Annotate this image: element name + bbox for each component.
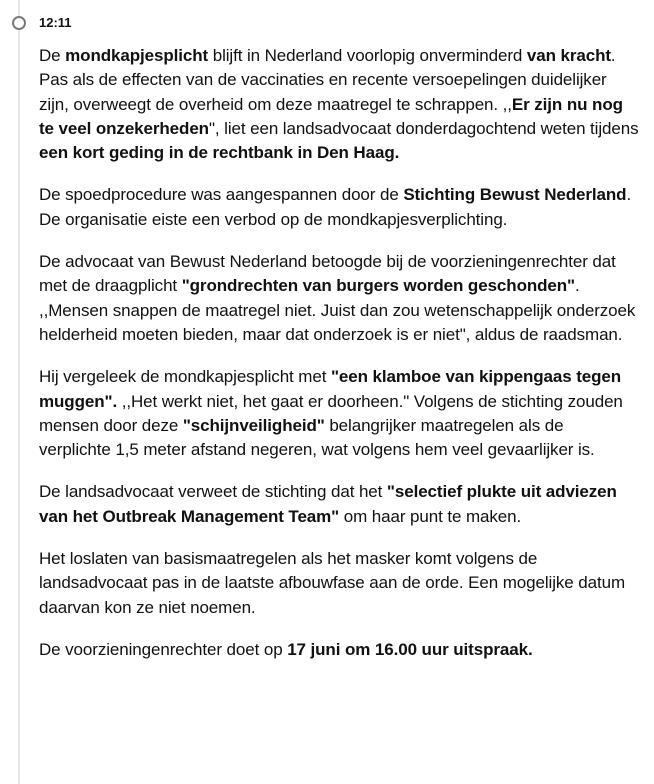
bold-segment: "een klamboe van kippengaas tegen muggen". <box>39 367 622 411</box>
text-segment: om haar punt te maken. <box>339 506 522 526</box>
timeline-line <box>18 0 20 784</box>
bold-segment: Stichting Bewust Nederland <box>403 185 627 205</box>
bold-segment: "selectief plukte uit adviezen van het Outbreak Management Team" <box>39 482 617 526</box>
bold-segment: van kracht <box>526 46 611 65</box>
live-blog-entry <box>39 44 639 680</box>
paragraph-7 <box>39 638 639 662</box>
text-segment: De advocaat van Bewust Nederland betoogde bij de voorzieningenrechter dat met de draagplicht <box>39 252 616 296</box>
bold-segment: Er zijn nu nog te veel onzekerheden <box>39 94 623 138</box>
text-segment: ", liet een landsadvocaat donderdagochtend weten tijdens <box>208 118 639 138</box>
entry-timestamp: 12:11 <box>39 15 72 30</box>
text-segment: Hij vergeleek de mondkapjesplicht met <box>39 367 331 387</box>
text-segment: . Pas als de effecten van de vaccinaties en recente versoepelingen duidelijker zijn, overweegt de overheid om deze maatregel te schrappen. ,, <box>39 46 616 114</box>
text-segment: De landsadvocaat verweet de stichting dat het <box>39 482 387 502</box>
paragraph-2 <box>39 183 639 232</box>
text-segment: Het loslaten van basismaatregelen als het masker komt volgens de landsadvocaat pas in de laatste afbouwfase aan de orde. Een mogelijke datum daarvan kon ze niet noemen. <box>39 549 626 617</box>
text-segment: ,,Het werkt niet, het gaat er doorheen." Volgens de stichting zouden mensen door deze <box>39 391 623 435</box>
bold-segment: "schijnveiligheid" <box>182 415 325 435</box>
paragraph-6 <box>39 547 639 620</box>
bold-segment: een kort geding in de rechtbank in Den Haag. <box>39 143 400 163</box>
text-segment: De <box>39 46 66 65</box>
timeline-dot-icon <box>12 16 26 30</box>
text-segment: . De organisatie eiste een verbod op de mondkapjesverplichting. <box>39 185 632 229</box>
bold-segment: "grondrechten van burgers worden geschonden" <box>181 276 576 296</box>
text-segment: belangrijker maatregelen als de verplichte 1,5 meter afstand negeren, wat volgens hem veel gevaarlijker is. <box>39 415 595 460</box>
bold-segment: 17 juni om 16.00 uur uitspraak. <box>287 639 533 659</box>
text-segment: De voorzieningenrechter doet op <box>39 639 288 659</box>
paragraph-3 <box>39 250 639 347</box>
text-segment: blijft in Nederland voorlopig onverminderd <box>208 46 527 65</box>
bold-segment: mondkapjesplicht <box>65 46 209 65</box>
paragraph-1 <box>39 44 639 165</box>
paragraph-5 <box>39 480 639 529</box>
paragraph-4 <box>39 365 639 462</box>
text-segment: . ,,Mensen snappen de maatregel niet. Juist dan zou wetenschappelijk onderzoek helderheid moeten bieden, maar dat onderzoek is er niet", aldus de raadsman. <box>39 276 636 344</box>
text-segment: De spoedprocedure was aangespannen door de <box>39 185 404 205</box>
